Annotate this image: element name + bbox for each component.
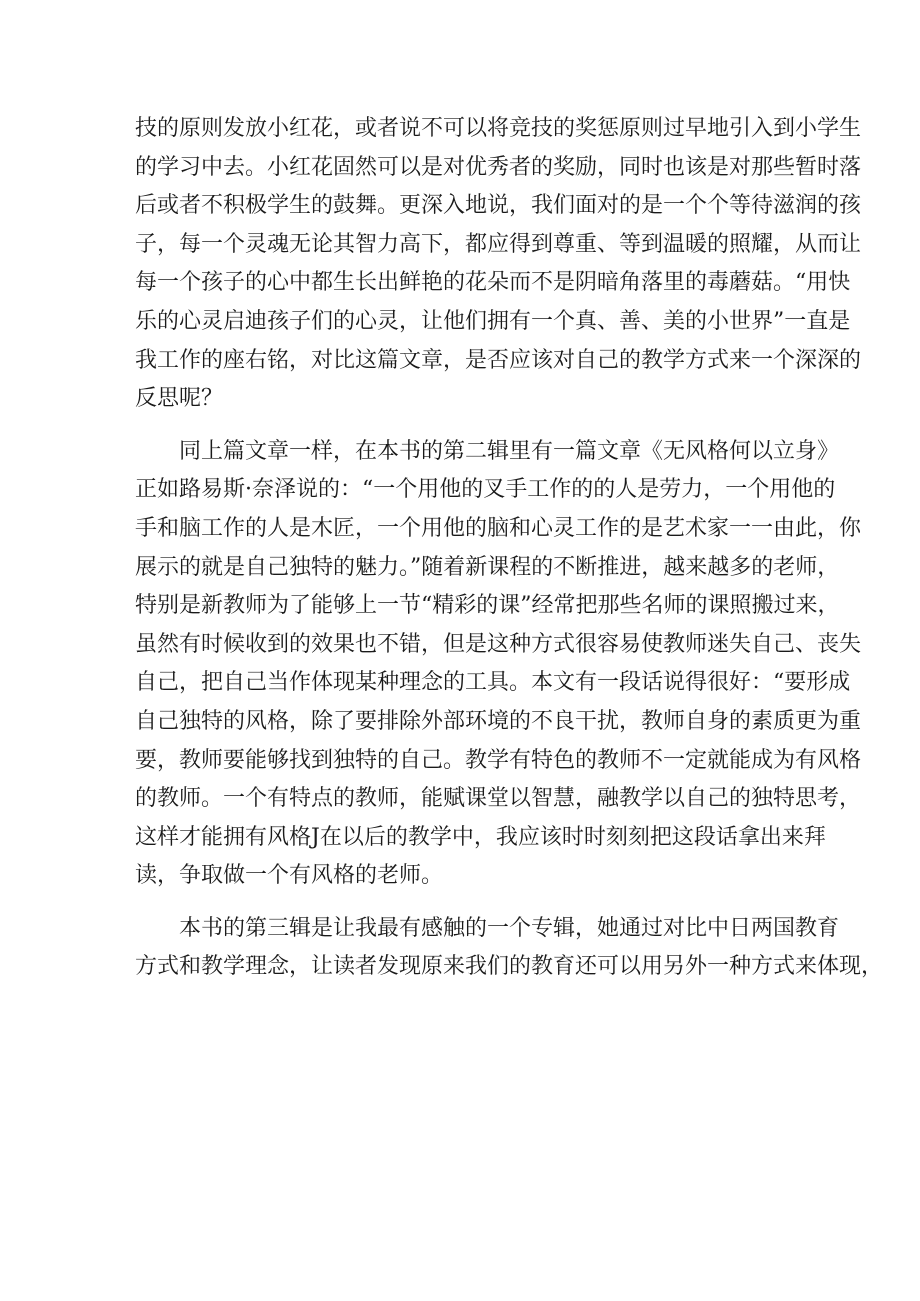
paragraph-spacer <box>135 419 795 433</box>
text-line: 反思呢？ <box>135 386 224 412</box>
paragraph-2 <box>135 433 862 896</box>
document-body <box>135 110 884 987</box>
text-line: 方式和教学理念，让读者发现原来我们的教育还可以用另外一种方式来体现， <box>135 954 884 980</box>
text-line: 的学习中去。小红花固然可以是对优秀者的奖励，同时也该是对那些暂时落 <box>135 154 862 180</box>
paragraph-1 <box>135 110 862 419</box>
text-line: 自己，把自己当作体现某种理念的工具。本文有一段话说得很好：“要形成 <box>135 670 851 696</box>
text-line: 乐的心灵启迪孩子们的心灵，让他们拥有一个真、善、美的小世界”一直是 <box>135 308 851 334</box>
paragraph-spacer <box>135 896 795 910</box>
text-line: 技的原则发放小红花，或者说不可以将竞技的奖惩原则过早地引入到小学生 <box>135 116 862 141</box>
text-line: 自己独特的风格，除了要排除外部环境的不良干扰，教师自身的素质更为重 <box>135 708 862 734</box>
text-line: 展示的就是自己独特的魅力。”随着新课程的不断推进，越来越多的老师， <box>135 554 840 580</box>
text-line: 同上篇文章一样，在本书的第二辑里有一篇文章《无风格何以立身》 <box>179 438 840 464</box>
text-line: 读，争取做一个有风格的老师。 <box>135 863 444 889</box>
paragraph-3 <box>135 910 884 987</box>
text-line: 要，教师要能够找到独特的自己。教学有特色的教师不一定就能成为有风格 <box>135 747 862 773</box>
text-line: 我工作的座右铭，对比这篇文章，是否应该对自己的教学方式来一个深深的 <box>135 347 862 373</box>
text-line: 手和脑工作的人是木匠，一个用他的脑和心灵工作的是艺术家一一由此，你 <box>135 515 862 541</box>
text-line: 正如路易斯·奈泽说的：“一个用他的叉手工作的的人是劳力，一个用他的 <box>135 477 836 503</box>
text-line: 后或者不积极学生的鼓舞。更深入地说，我们面对的是一个个等待滋润的孩 <box>135 193 862 219</box>
text-line: 本书的第三辑是让我最有感触的一个专辑，她通过对比中日两国教育 <box>179 915 840 941</box>
text-line: 每一个孩子的心中都生长出鲜艳的花朵而不是阴暗角落里的毒蘑菇。“用快 <box>135 270 851 296</box>
text-line: 特别是新教师为了能够上一节“精彩的课”经常把那些名师的课照搬过来， <box>135 593 840 619</box>
text-line: 虽然有时候收到的效果也不错，但是这种方式很容易使教师迷失自己、丧失 <box>135 631 862 657</box>
text-line: 的教师。一个有特点的教师，能赋课堂以智慧，融教学以自己的独特思考， <box>135 786 862 812</box>
text-line: 这样才能拥有风格J在以后的教学中，我应该时时刻刻把这段话拿出来拜 <box>135 824 826 850</box>
text-line: 子，每一个灵魂无论其智力高下，都应得到尊重、等到温暖的照耀，从而让 <box>135 231 862 257</box>
